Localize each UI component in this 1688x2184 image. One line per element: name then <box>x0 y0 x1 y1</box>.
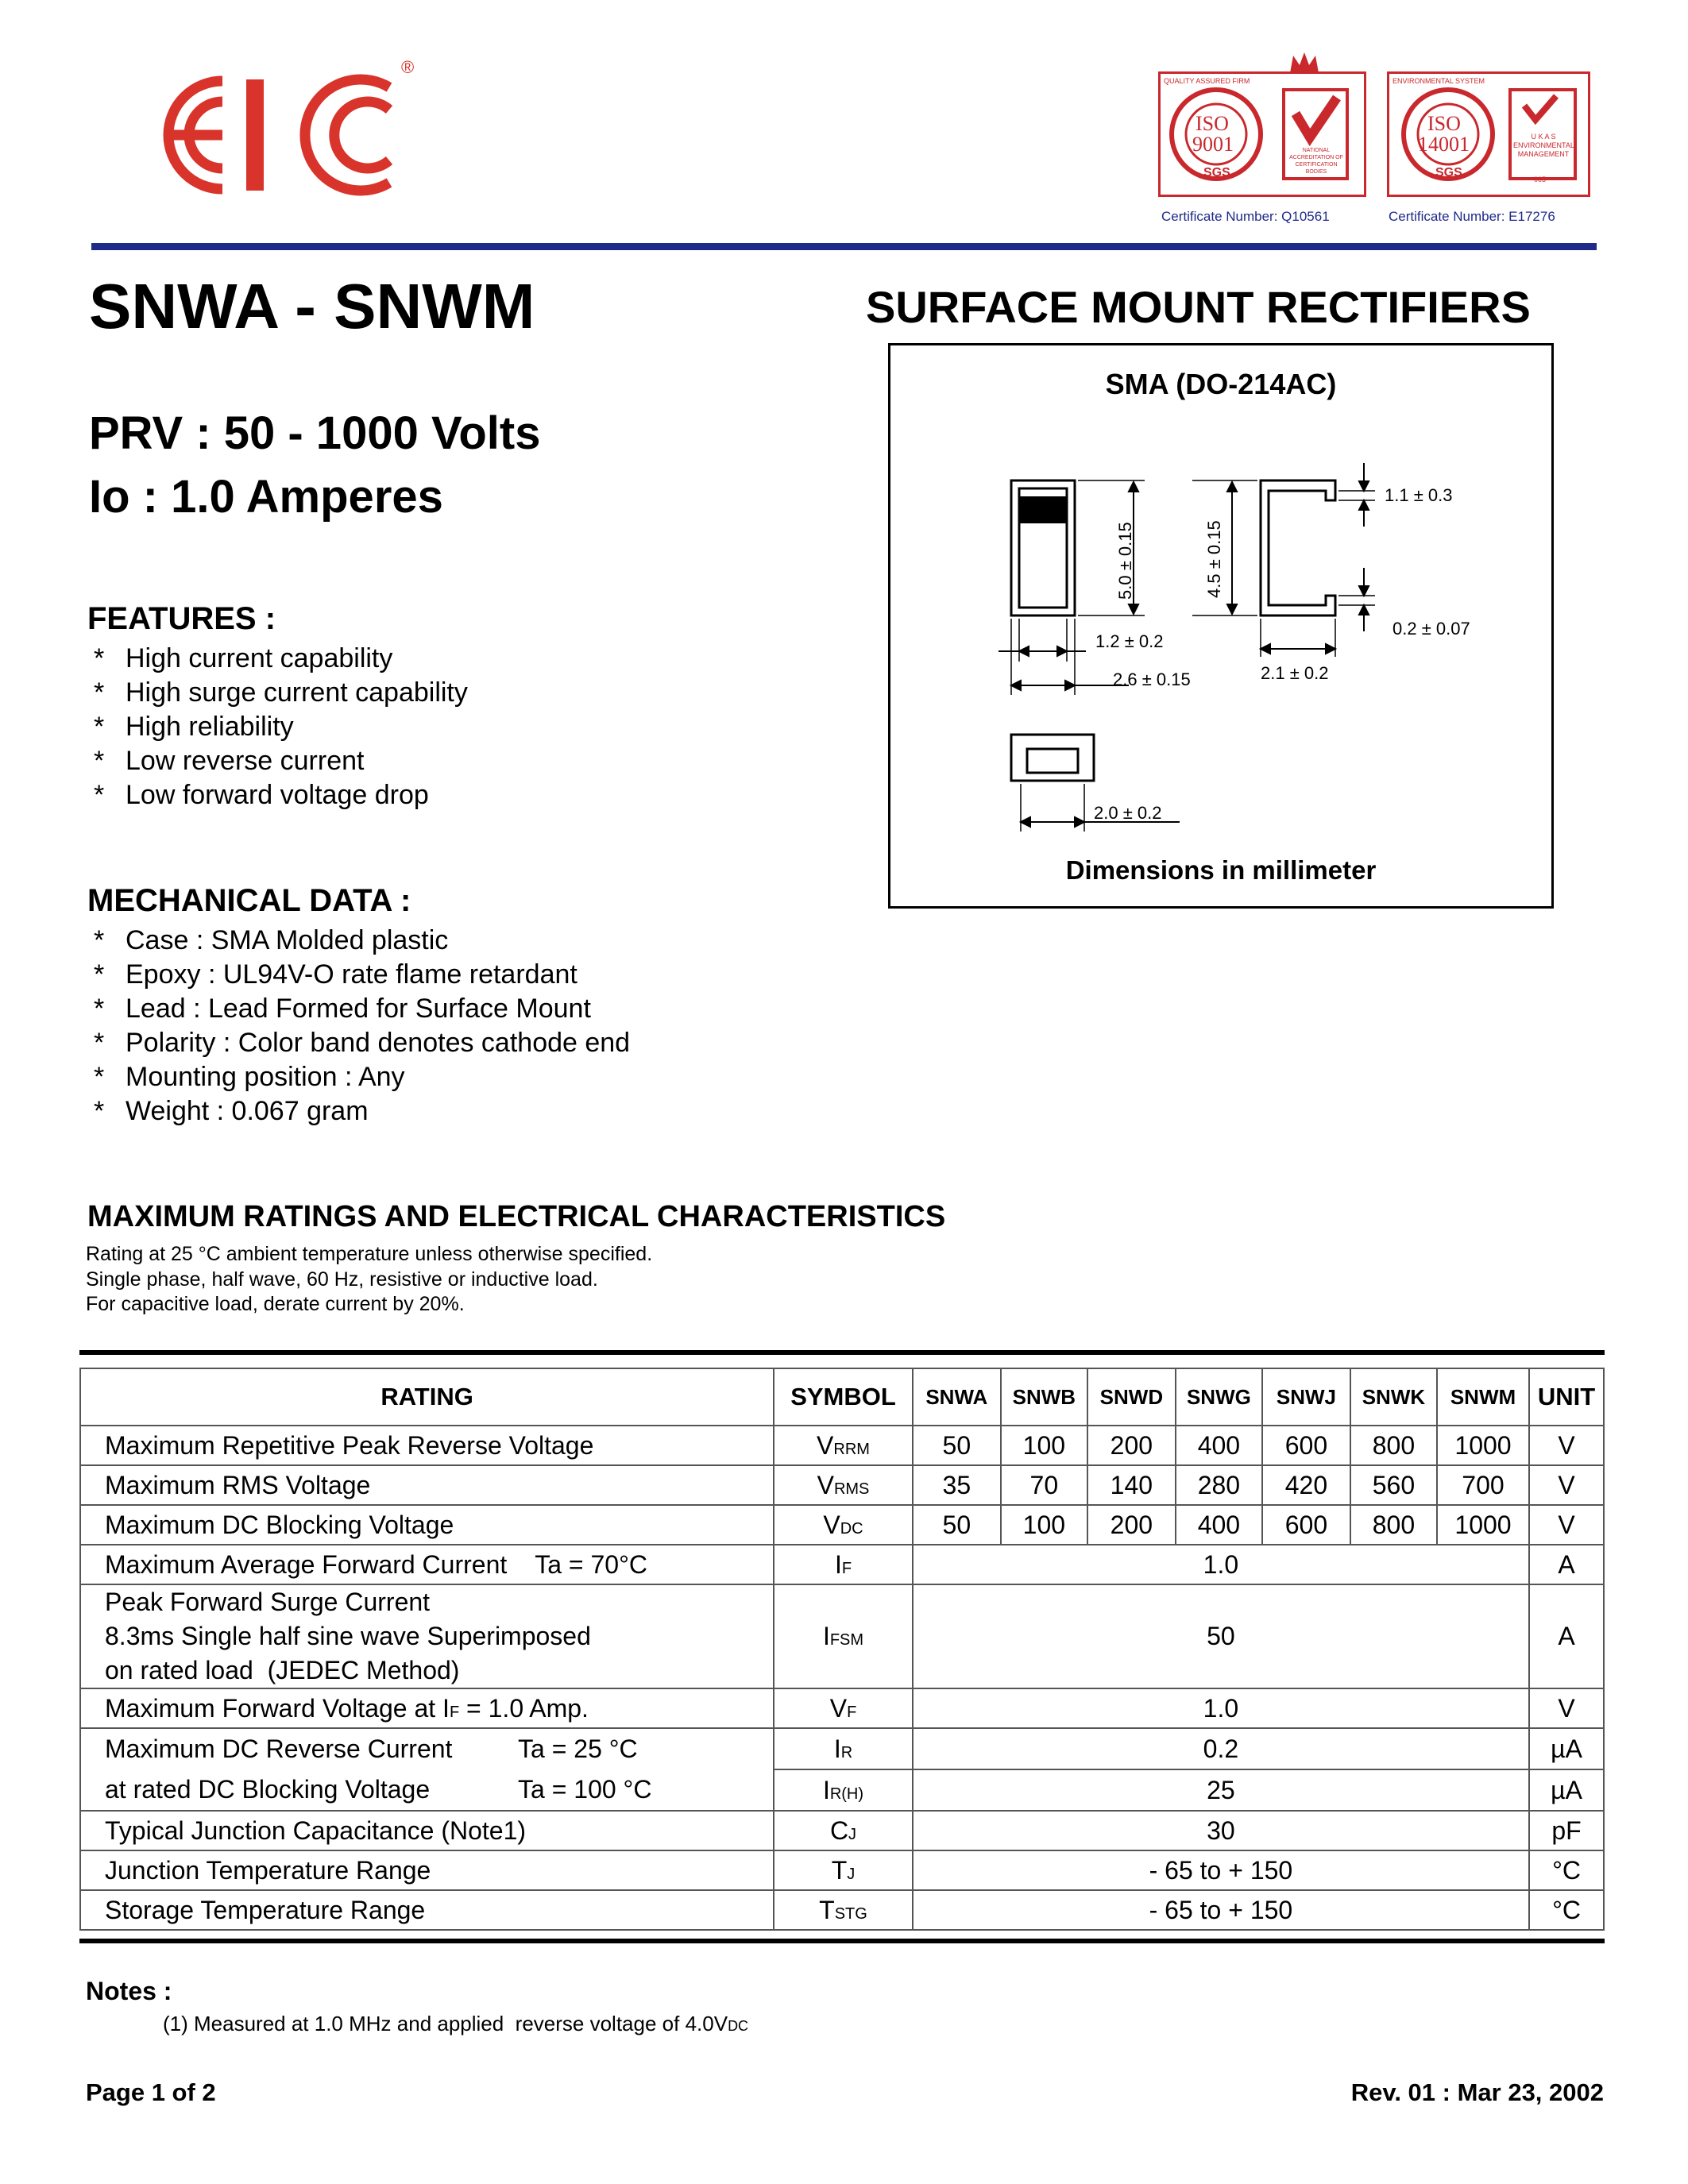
features-list <box>87 642 468 812</box>
value-cell: 200 <box>1087 1505 1176 1545</box>
mechanical-heading: MECHANICAL DATA : <box>87 883 411 918</box>
table-row <box>80 1890 1604 1930</box>
value-cell: 1.0 <box>913 1545 1529 1584</box>
list-item <box>87 778 468 812</box>
symbol-subscript: F <box>847 1703 857 1721</box>
rating-cell <box>80 1584 774 1688</box>
symbol-cell <box>774 1728 913 1769</box>
header-part: SNWM <box>1437 1368 1529 1426</box>
value-cell: 25 <box>913 1769 1529 1811</box>
table-row <box>80 1505 1604 1545</box>
unit-cell: A <box>1529 1584 1604 1688</box>
note-subscript: DC <box>728 2018 749 2034</box>
cert2-number-text: Certificate Number: E17276 <box>1389 209 1555 224</box>
mechanical-text: Epoxy : UL94V-O rate flame retardant <box>126 959 577 990</box>
rating-condition-text: Ta = 25 °C <box>518 1734 638 1763</box>
list-item <box>87 1094 630 1129</box>
value-cell: 100 <box>1001 1426 1087 1465</box>
rating-cell: Maximum RMS Voltage <box>80 1465 774 1505</box>
symbol-letter: V <box>817 1430 834 1460</box>
symbol-subscript: STG <box>834 1904 867 1923</box>
symbol-cell <box>774 1584 913 1688</box>
dim-lead-height: 1.1 ± 0.3 <box>1385 485 1453 505</box>
bullet: * <box>94 780 105 810</box>
rating-cell: Typical Junction Capacitance (Note1) <box>80 1811 774 1850</box>
value-cell: 35 <box>913 1465 1001 1505</box>
list-item <box>87 710 468 744</box>
symbol-cell <box>774 1811 913 1850</box>
value-cell: 420 <box>1262 1465 1350 1505</box>
unit-cell: V <box>1529 1505 1604 1545</box>
cert1-number: 9001 <box>1192 133 1234 156</box>
value-cell: 50 <box>913 1426 1001 1465</box>
value-cell: 560 <box>1350 1465 1437 1505</box>
bullet: * <box>94 677 105 708</box>
value-cell: 280 <box>1176 1465 1262 1505</box>
features-heading: FEATURES : <box>87 601 276 636</box>
note-1 <box>163 2012 748 2036</box>
value-cell: 70 <box>1001 1465 1087 1505</box>
table-row <box>80 1584 1604 1688</box>
dim-body-length: 5.0 ± 0.15 <box>1115 522 1135 600</box>
rating-cell <box>80 1688 774 1728</box>
symbol-subscript: FSM <box>829 1631 864 1649</box>
page-number: Page 1 of 2 <box>86 2078 216 2106</box>
table-top-rule <box>79 1350 1605 1355</box>
value-cell: 0.2 <box>913 1728 1529 1769</box>
mechanical-text: Case : SMA Molded plastic <box>126 925 449 955</box>
rating-condition: For capacitive load, derate current by 20%. <box>86 1293 465 1315</box>
package-title: SMA (DO-214AC) <box>1105 368 1337 400</box>
value-cell: 1000 <box>1437 1426 1529 1465</box>
symbol-letter: C <box>829 1815 849 1845</box>
list-item <box>87 642 468 676</box>
table-row <box>80 1688 1604 1728</box>
io-spec: Io : 1.0 Amperes <box>89 471 443 523</box>
list-item <box>87 676 468 710</box>
header-part: SNWK <box>1350 1368 1437 1426</box>
ratings-heading: MAXIMUM RATINGS AND ELECTRICAL CHARACTERISTICS <box>87 1200 946 1233</box>
symbol-letter: I <box>834 1549 842 1579</box>
header-part: SNWB <box>1001 1368 1087 1426</box>
rating-cell: Maximum DC Blocking Voltage <box>80 1505 774 1545</box>
rating-text: Maximum Forward Voltage at I <box>105 1693 450 1723</box>
symbol-cell <box>774 1505 913 1545</box>
package-drawing-box <box>888 343 1554 909</box>
unit-cell: V <box>1529 1426 1604 1465</box>
prv-spec: PRV : 50 - 1000 Volts <box>89 407 541 459</box>
iso9001-certificate <box>1158 71 1366 197</box>
value-cell: 600 <box>1262 1505 1350 1545</box>
bullet: * <box>94 643 105 673</box>
value-cell: 140 <box>1087 1465 1176 1505</box>
value-cell: 100 <box>1001 1505 1087 1545</box>
symbol-letter: V <box>817 1470 834 1499</box>
cert1-ring: QUALITY ASSURED FIRM <box>1164 77 1250 85</box>
symbol-letter: I <box>822 1775 830 1804</box>
table-row <box>80 1850 1604 1890</box>
mechanical-text: Lead : Lead Formed for Surface Mount <box>126 994 591 1024</box>
unit-cell: V <box>1529 1688 1604 1728</box>
rating-condition: Rating at 25 °C ambient temperature unless otherwise specified. <box>86 1243 653 1265</box>
header-part: SNWG <box>1176 1368 1262 1426</box>
value-cell: 50 <box>913 1505 1001 1545</box>
bullet: * <box>94 1028 105 1058</box>
bullet: * <box>94 712 105 742</box>
bullet: * <box>94 1062 105 1092</box>
symbol-letter: V <box>823 1510 840 1539</box>
value-cell: 800 <box>1350 1426 1437 1465</box>
ratings-table <box>79 1368 1605 1931</box>
bullet: * <box>94 994 105 1024</box>
cert1-accred: NATIONAL ACCREDITATION OF CERTIFICATION BODIES <box>1289 148 1343 175</box>
rating-line: 8.3ms Single half sine wave Superimposed <box>105 1622 591 1650</box>
symbol-letter: I <box>833 1734 841 1763</box>
mechanical-list <box>87 924 630 1129</box>
symbol-subscript: J <box>847 1865 856 1883</box>
list-item <box>87 1060 630 1094</box>
unit-cell: °C <box>1529 1890 1604 1930</box>
list-item <box>87 1026 630 1060</box>
cert2-accred: U K A S ENVIRONMENTAL MANAGEMENT <box>1513 133 1574 158</box>
cert2-ring: ENVIRONMENTAL SYSTEM <box>1393 77 1485 85</box>
rating-cell: Junction Temperature Range <box>80 1850 774 1890</box>
value-cell: 1.0 <box>913 1688 1529 1728</box>
rating-cell <box>80 1728 774 1811</box>
note-text: (1) Measured at 1.0 MHz and applied reverse voltage of 4.0V <box>163 2012 728 2035</box>
rating-cell: Maximum Average Forward Current Ta = 70°C <box>80 1545 774 1584</box>
header-rule <box>91 243 1597 250</box>
cert2-body: SGS <box>1435 166 1462 179</box>
dim-body-height: 2.1 ± 0.2 <box>1261 663 1329 683</box>
header-part: SNWJ <box>1262 1368 1350 1426</box>
table-row <box>80 1811 1604 1850</box>
value-cell: 400 <box>1176 1505 1262 1545</box>
list-item <box>87 958 630 992</box>
bullet: * <box>94 959 105 990</box>
mechanical-text: Weight : 0.067 gram <box>126 1096 369 1126</box>
header-part: SNWD <box>1087 1368 1176 1426</box>
table-row <box>80 1426 1604 1465</box>
value-cell: 30 <box>913 1811 1529 1850</box>
dim-lead-width: 1.2 ± 0.2 <box>1095 631 1164 651</box>
dim-body-length-inner: 4.5 ± 0.15 <box>1204 520 1224 598</box>
header-part: SNWA <box>913 1368 1001 1426</box>
symbol-subscript: DC <box>840 1519 863 1538</box>
symbol-letter: T <box>819 1895 835 1924</box>
rating-text: = 1.0 Amp. <box>459 1693 589 1723</box>
value-cell: 1000 <box>1437 1505 1529 1545</box>
cert2-number: 14001 <box>1418 133 1470 156</box>
rating-subscript: F <box>449 1703 460 1721</box>
unit-cell: A <box>1529 1545 1604 1584</box>
symbol-cell <box>774 1545 913 1584</box>
crown-icon <box>1287 49 1322 82</box>
eic-logo <box>127 57 415 210</box>
list-item <box>87 992 630 1026</box>
table-header-row <box>80 1368 1604 1426</box>
symbol-cell <box>774 1688 913 1728</box>
revision: Rev. 01 : Mar 23, 2002 <box>1350 2078 1604 2106</box>
header-symbol: SYMBOL <box>774 1368 913 1426</box>
symbol-cell <box>774 1850 913 1890</box>
dim-footprint-width: 2.0 ± 0.2 <box>1094 803 1162 823</box>
symbol-letter: I <box>822 1622 830 1650</box>
bullet: * <box>94 1096 105 1126</box>
symbol-cell <box>774 1890 913 1930</box>
feature-text: Low reverse current <box>126 746 365 776</box>
symbol-subscript: F <box>841 1559 852 1577</box>
header-rating: RATING <box>80 1368 774 1426</box>
unit-cell: µA <box>1529 1728 1604 1769</box>
header-unit: UNIT <box>1529 1368 1604 1426</box>
cert2-iso: ISO <box>1427 112 1461 135</box>
table-row <box>80 1545 1604 1584</box>
unit-cell: °C <box>1529 1850 1604 1890</box>
dim-body-width: 2.6 ± 0.15 <box>1113 669 1191 689</box>
list-item <box>87 924 630 958</box>
value-cell: - 65 to + 150 <box>913 1890 1529 1930</box>
unit-cell: µA <box>1529 1769 1604 1811</box>
symbol-letter: T <box>831 1855 848 1885</box>
part-title: SNWA - SNWM <box>89 271 535 341</box>
rating-text: at rated DC Blocking Voltage <box>105 1775 431 1804</box>
dim-lead-thickness: 0.2 ± 0.07 <box>1393 619 1470 639</box>
cert1-body: SGS <box>1203 166 1230 179</box>
iso14001-certificate <box>1387 71 1590 197</box>
cert2-code: 005 <box>1534 176 1547 183</box>
value-cell: 700 <box>1437 1465 1529 1505</box>
symbol-subscript: J <box>848 1825 857 1843</box>
bullet: * <box>94 746 105 776</box>
rating-line: on rated load (JEDEC Method) <box>105 1656 460 1684</box>
cert1-number-text: Certificate Number: Q10561 <box>1161 209 1330 224</box>
symbol-cell <box>774 1465 913 1505</box>
value-cell: 600 <box>1262 1426 1350 1465</box>
feature-text: Low forward voltage drop <box>126 780 429 810</box>
symbol-subscript: RRM <box>833 1440 870 1458</box>
cert1-iso: ISO <box>1196 112 1229 135</box>
feature-text: High current capability <box>126 643 393 673</box>
symbol-subscript: R <box>840 1743 853 1761</box>
unit-cell: V <box>1529 1465 1604 1505</box>
rating-cell: Maximum Repetitive Peak Reverse Voltage <box>80 1426 774 1465</box>
symbol-subscript: R(H) <box>829 1785 864 1803</box>
table-bottom-rule <box>79 1939 1605 1943</box>
symbol-cell <box>774 1769 913 1811</box>
symbol-cell <box>774 1426 913 1465</box>
mechanical-text: Mounting position : Any <box>126 1062 405 1092</box>
value-cell: - 65 to + 150 <box>913 1850 1529 1890</box>
main-title: SURFACE MOUNT RECTIFIERS <box>866 282 1531 332</box>
value-cell: 50 <box>913 1584 1529 1688</box>
unit-cell: pF <box>1529 1811 1604 1850</box>
table-row <box>80 1465 1604 1505</box>
symbol-letter: V <box>829 1693 848 1723</box>
value-cell: 400 <box>1176 1426 1262 1465</box>
table-row <box>80 1728 1604 1769</box>
rating-cell: Storage Temperature Range <box>80 1890 774 1930</box>
feature-text: High reliability <box>126 712 294 742</box>
notes-heading: Notes : <box>86 1977 172 2005</box>
list-item <box>87 744 468 778</box>
feature-text: High surge current capability <box>126 677 468 708</box>
rating-condition: Single phase, half wave, 60 Hz, resistive or inductive load. <box>86 1268 598 1291</box>
package-caption: Dimensions in millimeter <box>1065 855 1377 885</box>
rating-condition-text: Ta = 100 °C <box>518 1775 652 1804</box>
symbol-subscript: RMS <box>833 1480 870 1498</box>
value-cell: 800 <box>1350 1505 1437 1545</box>
bullet: * <box>94 925 105 955</box>
registered-mark: ® <box>401 57 415 77</box>
value-cell: 200 <box>1087 1426 1176 1465</box>
mechanical-text: Polarity : Color band denotes cathode end <box>126 1028 631 1058</box>
rating-line: Peak Forward Surge Current <box>105 1588 431 1616</box>
rating-text: Maximum DC Reverse Current <box>105 1734 453 1763</box>
